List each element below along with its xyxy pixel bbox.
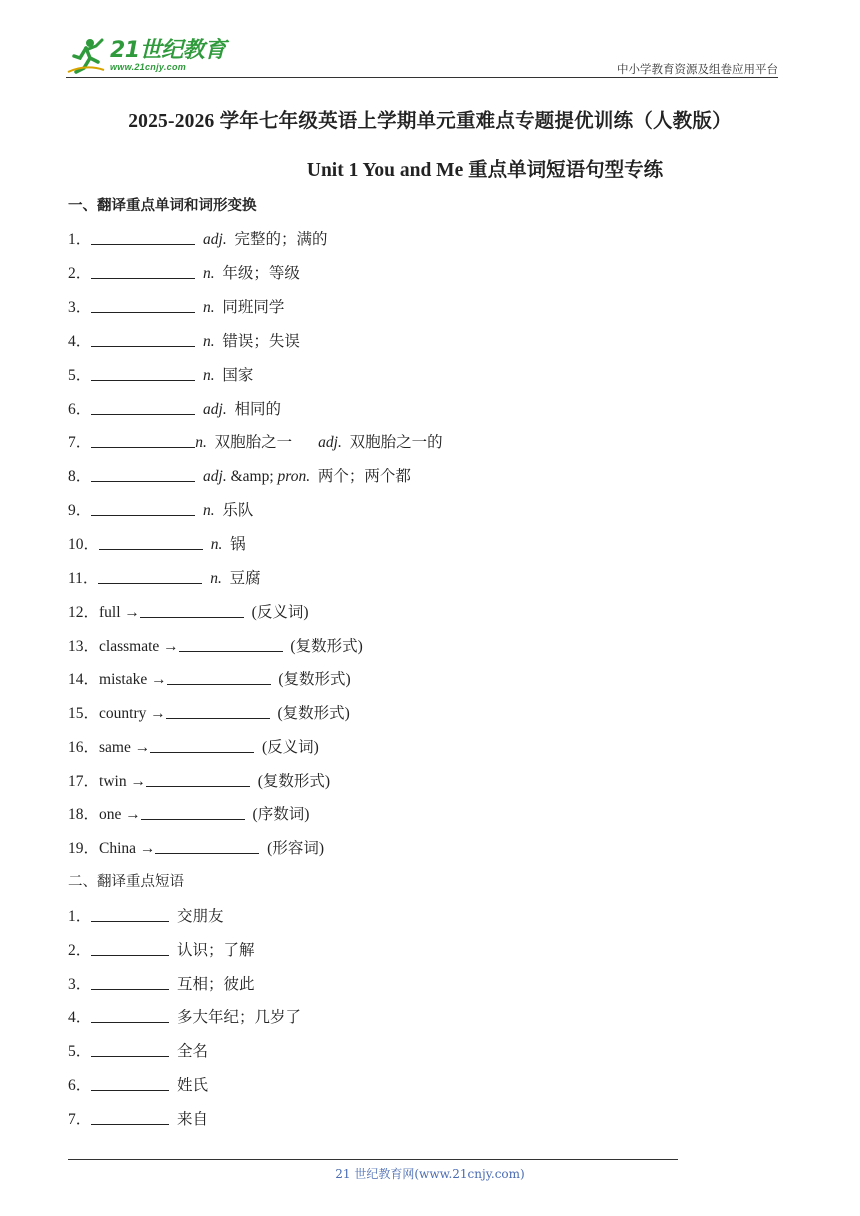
answer-blank[interactable] — [91, 1041, 169, 1057]
item-number: 4． — [68, 1009, 92, 1026]
answer-blank[interactable] — [91, 1075, 169, 1091]
item-meaning: 乐队 — [222, 502, 254, 519]
item-number: 19． — [68, 840, 100, 857]
part-of-speech: n. — [210, 570, 222, 587]
answer-blank[interactable] — [91, 331, 195, 347]
list-item — [68, 263, 300, 284]
part-of-speech: adj. — [203, 231, 227, 248]
list-item — [68, 669, 351, 690]
item-number: 12． — [68, 604, 100, 621]
item-meaning: 完整的；满的 — [234, 231, 328, 248]
item-number: 4． — [68, 333, 92, 350]
item-word: full → — [99, 604, 140, 621]
item-meaning: 国家 — [222, 367, 254, 384]
answer-blank[interactable] — [91, 466, 195, 482]
list-item — [68, 737, 319, 758]
item-number: 8． — [68, 468, 92, 485]
answer-blank[interactable] — [91, 500, 195, 516]
list-item — [68, 229, 327, 250]
item-meaning: 认识；了解 — [177, 942, 255, 959]
item-number: 16． — [68, 739, 100, 756]
part-of-speech: n. — [210, 536, 223, 553]
site-logo — [66, 36, 226, 76]
item-meaning-2: 双胞胎之一的 — [349, 434, 443, 451]
item-number: 1． — [68, 908, 92, 925]
list-item — [68, 1109, 208, 1130]
list-item — [68, 500, 253, 521]
item-note: (形容词) — [267, 840, 324, 857]
part-of-speech: n. — [195, 434, 207, 451]
part-of-speech: n. — [203, 299, 215, 316]
answer-blank[interactable] — [91, 229, 195, 245]
item-note: (复数形式) — [257, 773, 331, 790]
list-item — [68, 297, 284, 318]
item-meaning: 同班同学 — [222, 299, 285, 316]
item-number: 1． — [68, 231, 92, 248]
item-number: 14． — [68, 671, 100, 688]
item-number: 5． — [68, 1043, 92, 1060]
list-item — [68, 1007, 301, 1028]
list-item — [68, 602, 309, 623]
item-meaning: 年级；等级 — [222, 265, 300, 282]
header-tagline: 中小学教育资源及组卷应用平台 — [617, 62, 778, 76]
item-note: (复数形式) — [277, 705, 350, 722]
item-note: (反义词) — [251, 604, 309, 621]
item-note: (序数词) — [252, 806, 310, 823]
item-meaning: 两个；两个都 — [317, 468, 411, 485]
item-meaning: 豆腐 — [229, 570, 261, 587]
answer-blank[interactable] — [140, 602, 244, 618]
list-item — [68, 636, 363, 657]
item-note: (复数形式) — [278, 671, 351, 688]
answer-blank[interactable] — [91, 399, 195, 415]
document-title: 2025-2026 学年七年级英语上学期单元重难点专题提优训练（人教版） — [128, 111, 732, 132]
part-of-speech: n. — [203, 367, 215, 384]
list-item — [68, 1075, 208, 1096]
list-item — [68, 1041, 208, 1062]
section-heading-2: 二、翻译重点短语 — [68, 874, 184, 890]
answer-blank[interactable] — [150, 737, 254, 753]
part-of-speech-2: adj. — [318, 434, 342, 451]
item-word: same → — [99, 739, 151, 756]
item-number: 6． — [68, 401, 92, 418]
runner-icon — [66, 36, 106, 76]
item-word: twin → — [99, 773, 146, 790]
item-number: 18． — [68, 806, 100, 823]
item-note: (复数形式) — [290, 638, 363, 655]
list-item — [68, 331, 300, 352]
item-meaning: 错误；失误 — [222, 333, 300, 350]
list-item — [68, 399, 281, 420]
logo-title: 21世纪教育 — [110, 38, 226, 63]
item-number: 3． — [68, 299, 92, 316]
item-number: 2． — [68, 265, 92, 282]
item-number: 7． — [68, 434, 92, 451]
answer-blank[interactable] — [167, 669, 271, 685]
list-item — [68, 432, 443, 453]
answer-blank[interactable] — [91, 940, 169, 956]
item-number: 10． — [68, 536, 100, 553]
answer-blank[interactable] — [91, 365, 195, 381]
list-item — [68, 940, 255, 961]
list-item — [68, 703, 350, 724]
answer-blank[interactable] — [91, 263, 195, 279]
list-item — [68, 466, 411, 487]
logo-url: www.21cnjy.com — [110, 62, 187, 72]
answer-blank[interactable] — [91, 1109, 169, 1125]
list-item — [68, 365, 253, 386]
item-meaning: 全名 — [177, 1043, 209, 1060]
part-of-speech: adj. — [203, 401, 227, 418]
item-number: 11． — [68, 570, 99, 587]
item-meaning: 多大年纪；几岁了 — [177, 1009, 302, 1026]
item-word: China → — [99, 840, 156, 857]
item-number: 9． — [68, 502, 92, 519]
item-meaning: 交朋友 — [177, 908, 224, 925]
item-number: 2． — [68, 942, 92, 959]
part-of-speech: n. — [203, 265, 215, 282]
page-header — [66, 30, 778, 78]
item-word: classmate → — [99, 638, 179, 655]
answer-blank[interactable] — [166, 703, 270, 719]
answer-blank[interactable] — [91, 906, 169, 922]
part-of-speech: n. — [203, 502, 215, 519]
answer-blank[interactable] — [141, 804, 245, 820]
answer-blank[interactable] — [91, 432, 195, 448]
item-number: 5． — [68, 367, 92, 384]
part-of-speech: n. — [203, 333, 215, 350]
answer-blank[interactable] — [91, 297, 195, 313]
item-note: (反义词) — [262, 739, 319, 756]
answer-blank[interactable] — [179, 636, 283, 652]
answer-blank[interactable] — [146, 771, 250, 787]
section-heading-1: 一、翻译重点单词和词形变换 — [68, 198, 257, 214]
item-word: mistake → — [99, 671, 167, 688]
item-word: one → — [99, 806, 141, 823]
footer-divider — [68, 1159, 678, 1160]
list-item — [68, 771, 330, 792]
item-word: country → — [99, 705, 166, 722]
footer-link[interactable]: 21 世纪教育网(www.21cnjy.com) — [335, 1167, 525, 1181]
list-item — [68, 568, 261, 589]
item-number: 6． — [68, 1077, 92, 1094]
item-meaning: 来自 — [177, 1111, 209, 1128]
list-item — [68, 534, 246, 555]
item-number: 3． — [68, 976, 92, 993]
answer-blank[interactable] — [91, 1007, 169, 1023]
item-meaning: 互相；彼此 — [177, 976, 255, 993]
item-number: 7． — [68, 1111, 92, 1128]
list-item — [68, 974, 255, 995]
item-number: 17． — [68, 773, 100, 790]
ampersand-entity: &amp; — [230, 468, 274, 485]
item-meaning: 双胞胎之一 — [214, 434, 293, 451]
item-meaning: 锅 — [230, 536, 246, 553]
item-meaning: 姓氏 — [177, 1077, 209, 1094]
answer-blank[interactable] — [155, 838, 259, 854]
header-divider — [66, 77, 778, 78]
list-item — [68, 838, 324, 859]
answer-blank[interactable] — [99, 534, 203, 550]
part-of-speech: adj. — [203, 468, 227, 485]
document-subtitle: Unit 1 You and Me 重点单词短语句型专练 — [306, 160, 664, 181]
item-number: 15． — [68, 705, 100, 722]
list-item — [68, 906, 224, 927]
item-number: 13． — [68, 638, 100, 655]
answer-blank[interactable] — [91, 974, 169, 990]
list-item — [68, 804, 309, 825]
answer-blank[interactable] — [98, 568, 202, 584]
part-of-speech-2: pron. — [277, 468, 311, 485]
item-meaning: 相同的 — [234, 401, 281, 418]
